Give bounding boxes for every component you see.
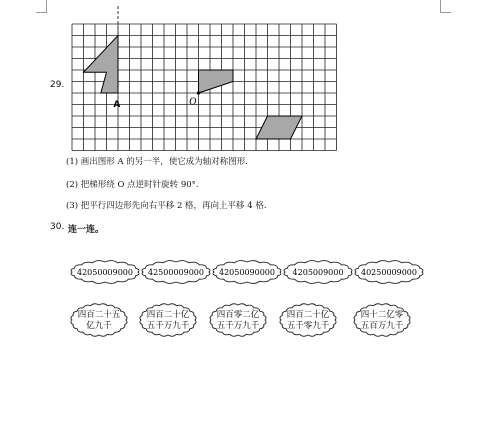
word-box-text: 四百零二亿 (216, 310, 260, 320)
cloud-number-text: 42500009000 (148, 268, 204, 277)
instruction-2: (2) 把梯形绕 O 点逆时针旋转 90°. (66, 180, 199, 190)
word-box-text: 四十二亿零 (360, 310, 404, 320)
word-box-text: 五千万九千 (216, 321, 260, 331)
instruction-1: (1) 画出图形 A 的另一半，使它成为轴对称图形. (66, 157, 248, 167)
cloud-number-text: 4205009000 (292, 268, 344, 277)
word-box-text: 四百二十亿 (146, 310, 190, 320)
word-box-text: 四百二十五 (77, 310, 121, 320)
cloud-number-text: 42050090000 (219, 268, 275, 277)
word-boxes (71, 304, 410, 336)
word-box-outline (354, 304, 410, 336)
rotation-point-o (197, 91, 200, 94)
word-box-outline (71, 304, 127, 336)
word-box-outline (140, 304, 196, 336)
trapezoid (199, 70, 234, 93)
word-box-outline (280, 304, 336, 336)
question-30-title: 连一连。 (68, 225, 105, 235)
parallelogram (256, 116, 302, 139)
number-clouds (71, 261, 423, 284)
shape-a-half (84, 36, 119, 94)
question-29-number: 29. (50, 80, 65, 90)
word-box-outline (210, 304, 266, 336)
word-box-text: 五百万九千 (360, 321, 404, 331)
question-30-number: 30. (50, 222, 65, 232)
word-box-text: 五千万九千 (146, 321, 190, 331)
word-box-text: 五千零九千 (286, 321, 330, 331)
cloud-number-text: 42050009000 (77, 268, 133, 277)
word-box-text: 亿九千 (86, 321, 112, 331)
instruction-3: (3) 把平行四边形先向右平移 2 格，再向上平移 4 格. (66, 201, 267, 211)
word-box-text: 四百二十亿 (286, 310, 330, 320)
cloud-number-text: 40250009000 (361, 268, 417, 277)
label-a: A (113, 99, 121, 110)
label-o: O (189, 97, 197, 108)
